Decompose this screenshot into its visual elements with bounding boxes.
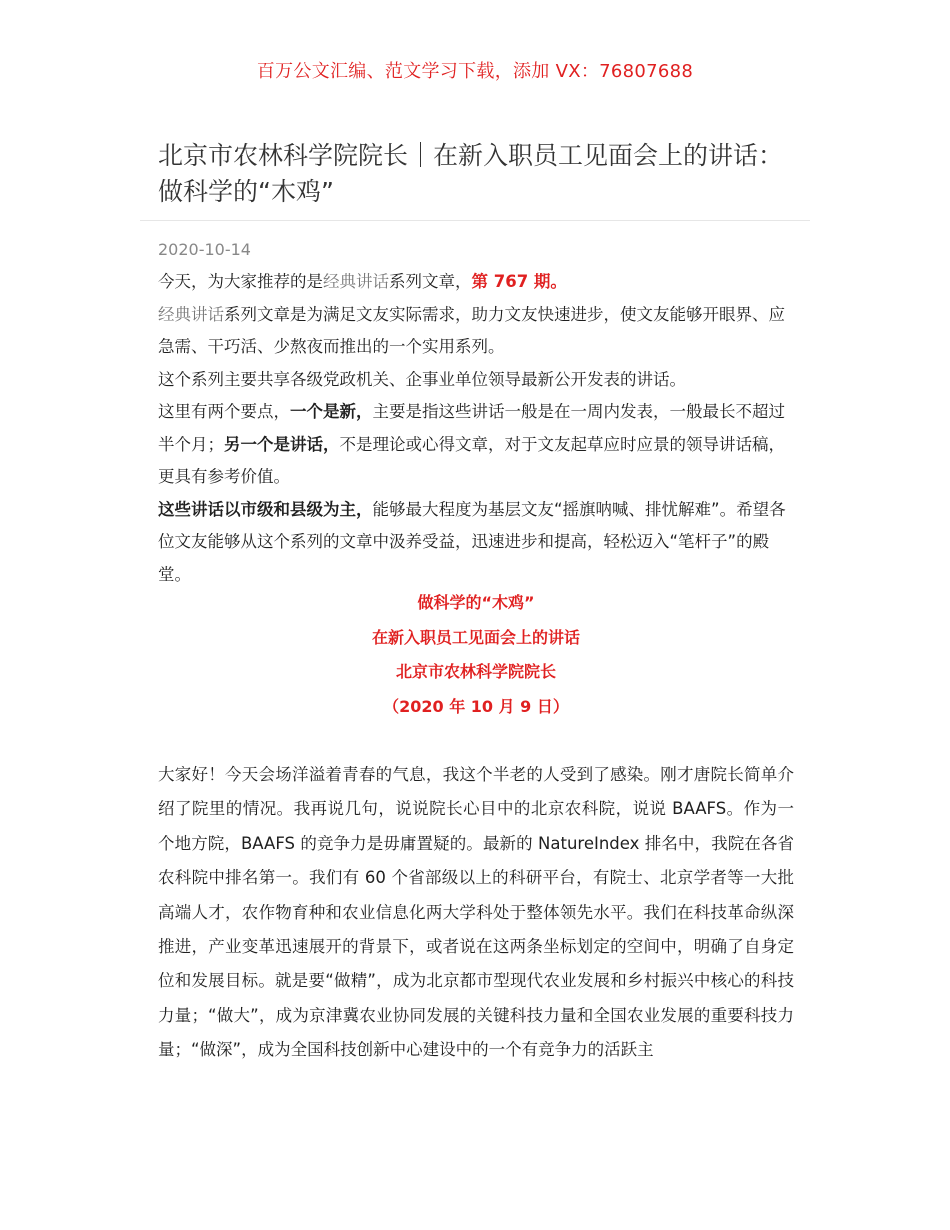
intro-paragraph-3: 这个系列主要共享各级党政机关、企事业单位领导最新公开发表的讲话。 [158,369,686,389]
intro-text: 系列文章是为满足文友实际需求，助力文友快速进步，使文友能够开眼界、应急需、干巧活、少熬夜而推出的一个实用系列。 [158,304,785,356]
speaker: 北京市农林科学院院长 [395,662,556,681]
intro-paragraph-4 [158,396,794,494]
series-name: 经典讲话 [158,304,224,324]
intro-text: 主要是指这些讲话一般是在一周内发表，一般最长不超过半个月； [158,402,785,454]
key-point-2: 另一个是讲话， [224,434,340,454]
article-title: 北京市农林科学院院长｜在新入职员工见面会上的讲话：做科学的“木鸡” [158,141,784,206]
key-point-3: 这些讲话以市级和县级为主， [158,499,373,519]
intro-text: 系列文章， [389,272,472,291]
issue-number: 第 767 期。 [471,272,567,291]
intro-paragraph-5 [158,494,794,592]
title-divider [140,220,810,221]
intro-text: 这里有两个要点， [158,402,290,421]
intro-paragraph-2 [158,299,794,364]
speech-header [158,586,794,724]
key-point-1: 一个是新， [290,402,373,421]
speech-date: （2020 年 10 月 9 日） [383,696,569,716]
intro-text: 不是理论或心得文章，对于文友起草应时应景的领导讲话稿，更具有参考价值。 [158,434,785,486]
intro-text: 今天，为大家推荐的是 [158,272,323,291]
intro-text: 能够最大程度为基层文友“摇旗呐喊、排忧解难”。希望各位文友能够从这个系列的文章中汲养受益，迅速进步和提高，轻松迈入“笔杆子”的殿堂。 [158,499,786,584]
intro-section [158,266,794,591]
publish-date: 2020-10-14 [158,240,251,259]
body-paragraph: 大家好！今天会场洋溢着青春的气息，我这个半老的人受到了感染。刚才唐院长简单介绍了院里的情况。我再说几句，说说院长心目中的北京农科院，说说 BAAFS。作为一个地方院，BAAFS 的竞争力是毋庸置疑的。最新的 NatureIndex 排名中，我院在各省农科院中排名第一。我们有 60 个省部级以上的科研平台，有院士、北京学者等一大批高端人才，农作物育种和农业信息化两大学科处于整体领先水平。我们在科技革命纵深推进，产业变革迅速展开的背景下，或者说在这两条坐标划定的空间中，明确了自身定位和发展目标。就是要“做精”，成为北京都市型现代农业发展和乡村振兴中核心的科技力量；“做大”，成为京津冀农业协同发展的关键科技力量和全国农业发展的重要科技力量；“做深”，成为全国科技创新中心建设中的一个有竞争力的活跃主 [158,765,794,1060]
speech-occasion: 在新入职员工见面会上的讲话 [371,627,580,647]
promo-banner: 百万公文汇编、范文学习下载，添加 VX：76807688 [256,61,694,82]
speech-title: 做科学的“木鸡” [417,593,535,612]
intro-paragraph-1 [158,266,794,299]
series-name: 经典讲话 [323,272,389,291]
speech-body [158,758,794,1068]
